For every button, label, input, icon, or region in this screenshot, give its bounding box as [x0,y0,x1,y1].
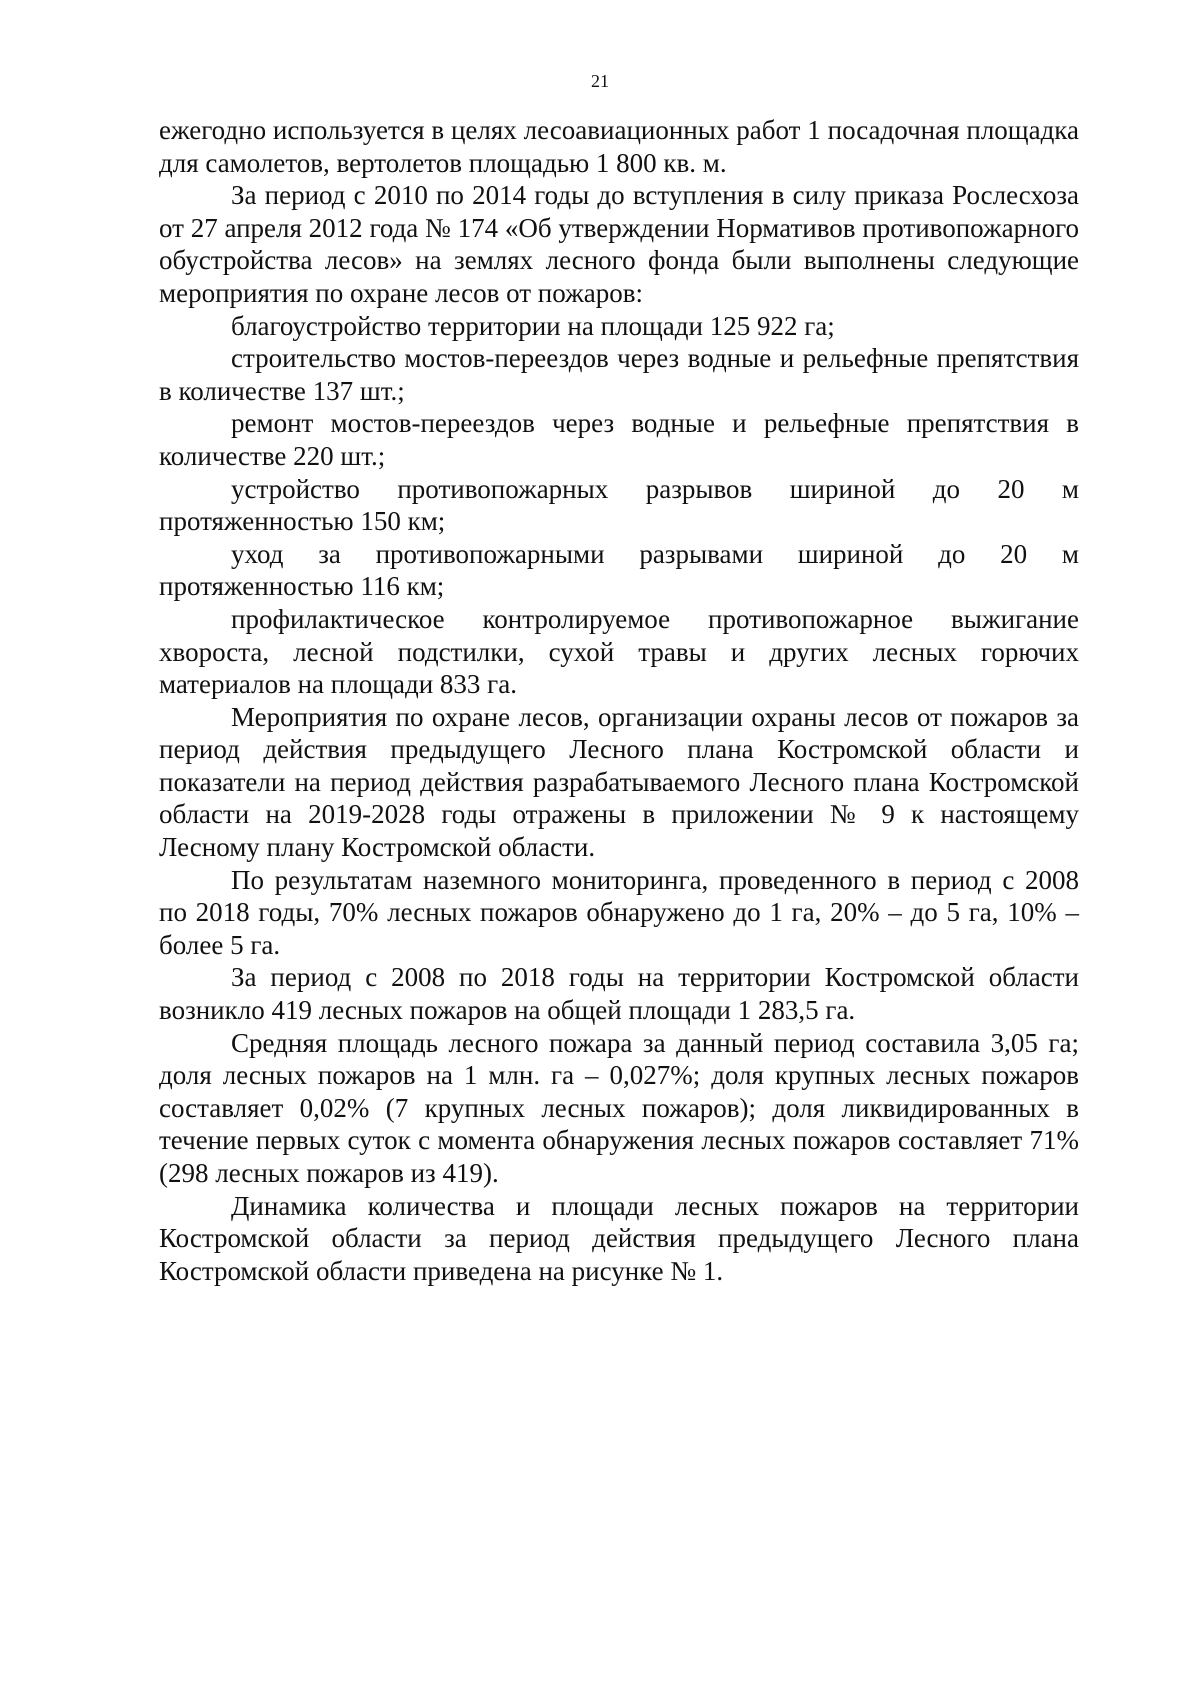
paragraph-appendix-reference: Мероприятия по охране лесов, организации охраны лесов от пожаров за период действия предыдущего Лесного плана Костромской области и показатели на период действия разрабатываемого Лесного плана Костромской области на 2019-2028 годы отражены в приложении № 9 к настоящему Лесному плану Костромской области. [159,701,1079,863]
list-item-bridge-construction: строительство мостов-переездов через водные и рельефные препятствия в количестве 137 шт.; [159,343,1079,406]
paragraph-fire-statistics: Средняя площадь лесного пожара за данный период составила 3,05 га; доля лесных пожаров на 1 млн. га – 0,027%; доля крупных лесных пожаров составляет 0,02% (7 крупных лесных пожаров); доля ликвидированных в течение первых суток с момента обнаружения лесных пожаров составляет 71% (298 лесных пожаров из 419). [159,1027,1079,1188]
paragraph-monitoring-results: По результатам наземного мониторинга, проведенного в период с 2008 по 2018 годы, 70% лесных пожаров обнаружено до 1 га, 20% – до 5 га, 10% – более 5 га. [159,864,1079,960]
paragraph-figure-reference: Динамика количества и площади лесных пожаров на территории Костромской области за период действия предыдущего Лесного плана Костромской области приведена на рисунке № 1. [159,1190,1079,1286]
list-item-bridge-repair: ремонт мостов-переездов через водные и рельефные препятствия в количестве 220 шт.; [159,408,1079,471]
document-body [159,114,1079,1287]
list-item-controlled-burning: профилактическое контролируемое противопожарное выжигание хвороста, лесной подстилки, сухой травы и других лесных горючих материалов на площади 833 га. [159,603,1079,700]
page-number: 21 [591,71,609,91]
paragraph-fire-count: За период с 2008 по 2018 годы на территории Костромской области возникло 419 лесных пожаров на общей площади 1 283,5 га. [159,962,1079,1026]
paragraph-fire-measures-intro: За период с 2010 по 2014 годы до вступления в силу приказа Рослесхоза от 27 апреля 2012 года № 174 «Об утверждении Нормативов противопожарного обустройства лесов» на землях лесного фонда были выполнены следующие мероприятия по охране лесов от пожаров: [159,180,1079,308]
list-item-firebreak-maintenance: уход за противопожарными разрывами шириной до 20 м протяженностью 116 км; [159,538,1079,602]
list-item-firebreak-construction: устройство противопожарных разрывов шириной до 20 м протяженностью 150 км; [159,473,1079,537]
paragraph-landing-site: ежегодно используется в целях лесоавиационных работ 1 посадочная площадка для самолетов, вертолетов площадью 1 800 кв. м. [159,115,1079,178]
list-item-territory-improvement: благоустройство территории на площади 125 922 га; [231,310,835,341]
